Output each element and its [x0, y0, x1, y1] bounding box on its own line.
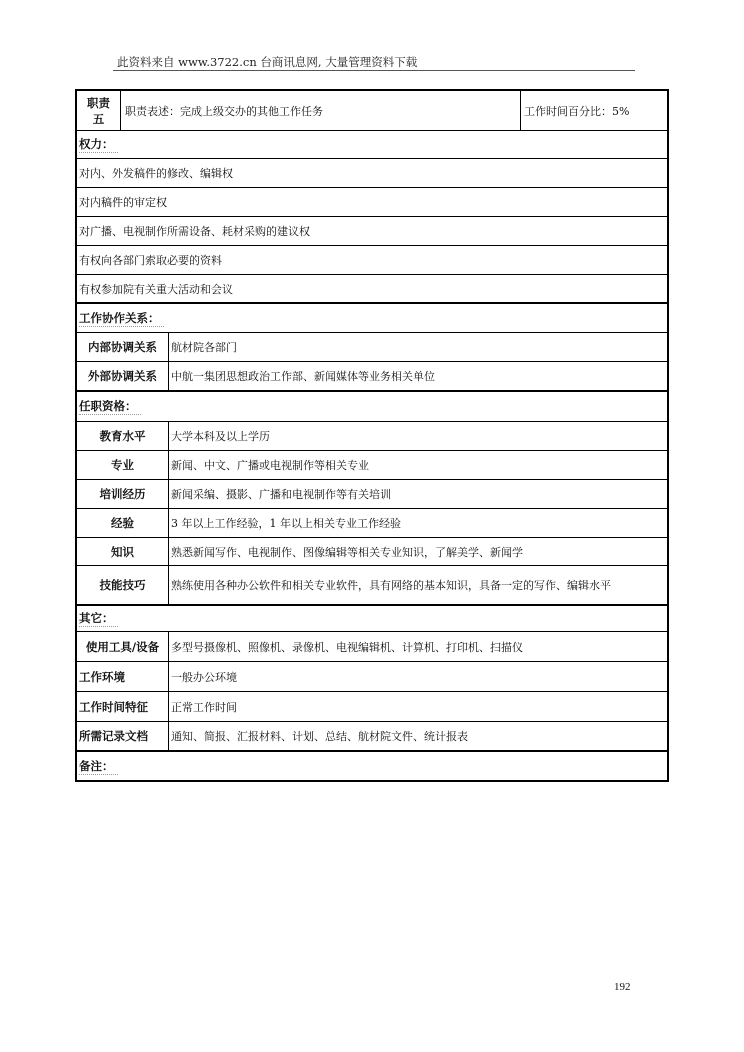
- authority-item-text: 对广播、电视制作所需设备、耗材采购的建议权: [79, 225, 310, 238]
- page-number: 192: [614, 981, 631, 993]
- other-value: 正常工作时间: [168, 692, 667, 721]
- remarks-title: 备注：: [79, 758, 118, 775]
- qualification-row: [77, 451, 667, 480]
- qualifications-title: 任职资格：: [79, 398, 141, 415]
- qualification-label: 教育水平: [99, 429, 146, 443]
- qualification-label: 知识: [111, 544, 134, 559]
- relations-section-title: [77, 304, 667, 333]
- authority-section-title: [77, 131, 667, 159]
- job-description-table: [75, 89, 669, 782]
- other-row: [77, 662, 667, 692]
- relations-row: [77, 333, 667, 362]
- qualification-value: 大学本科及以上学历: [168, 422, 667, 450]
- authority-item-text: 对内、外发稿件的修改、编辑权: [79, 167, 233, 180]
- duty-time-share: 工作时间百分比：5%: [520, 91, 667, 130]
- relations-row: [77, 362, 667, 392]
- duty-label-line2: 五: [92, 111, 105, 126]
- qualification-row: [77, 509, 667, 538]
- qualification-value: 熟悉新闻写作、电视制作、图像编辑等相关专业知识，了解美学、新闻学: [168, 538, 667, 565]
- other-section-title: [77, 606, 667, 632]
- other-value: 多型号摄像机、照像机、录像机、电视编辑机、计算机、打印机、扫描仪: [168, 632, 667, 661]
- qualification-value: 熟练使用各种办公软件和相关专业软件，具有网络的基本知识，具备一定的写作、编辑水平: [168, 566, 667, 604]
- qualification-row: [77, 538, 667, 566]
- relations-value: 航材院各部门: [168, 333, 667, 361]
- qualification-label: 经验: [111, 516, 134, 530]
- other-value: 通知、简报、汇报材料、计划、总结、航材院文件、统计报表: [168, 722, 667, 750]
- relations-label: 外部协调关系: [88, 369, 157, 383]
- qualification-value: 新闻采编、摄影、广播和电视制作等有关培训: [168, 480, 667, 508]
- qualification-row: [77, 480, 667, 509]
- other-label: 使用工具/设备: [85, 639, 160, 654]
- authority-title: 权力：: [79, 136, 118, 153]
- duty-label: [77, 91, 120, 130]
- page-header-source: 此资料来自 www.3722.cn 台商讯息网, 大量管理资料下载: [117, 55, 418, 69]
- authority-item-text: 对内稿件的审定权: [79, 196, 167, 209]
- authority-item: [77, 188, 667, 217]
- qualifications-section-title: [77, 392, 667, 422]
- other-label: 所需记录文档: [79, 729, 148, 743]
- authority-item: [77, 159, 667, 188]
- relations-label: 内部协调关系: [88, 340, 157, 354]
- header-rule: [113, 70, 635, 71]
- other-title: 其它：: [79, 610, 118, 627]
- qualification-label: 专业: [111, 458, 134, 472]
- duty-row: [77, 91, 667, 131]
- relations-value: 中航一集团思想政治工作部、新闻媒体等业务相关单位: [168, 362, 667, 390]
- authority-item: [77, 275, 667, 304]
- qualification-row: [77, 566, 667, 606]
- qualification-label: 培训经历: [99, 487, 146, 501]
- duty-description: 职责表述：完成上级交办的其他工作任务: [120, 91, 520, 130]
- qualification-row: [77, 422, 667, 451]
- other-row: [77, 632, 667, 662]
- other-label: 工作环境: [79, 669, 125, 684]
- authority-item-text: 有权向各部门索取必要的资料: [79, 254, 222, 267]
- other-value: 一般办公环境: [168, 662, 667, 691]
- authority-item-text: 有权参加院有关重大活动和会议: [79, 282, 233, 296]
- authority-item: [77, 217, 667, 246]
- remarks-row: [77, 752, 667, 780]
- relations-title: 工作协作关系：: [79, 310, 164, 327]
- other-label: 工作时间特征: [79, 699, 148, 714]
- authority-item: [77, 246, 667, 275]
- qualification-label: 技能技巧: [99, 578, 146, 592]
- qualification-value: 3 年以上工作经验，1 年以上相关专业工作经验: [168, 509, 667, 537]
- other-row: [77, 692, 667, 722]
- duty-label-line1: 职责: [87, 95, 110, 110]
- other-row: [77, 722, 667, 752]
- qualification-value: 新闻、中文、广播或电视制作等相关专业: [168, 451, 667, 479]
